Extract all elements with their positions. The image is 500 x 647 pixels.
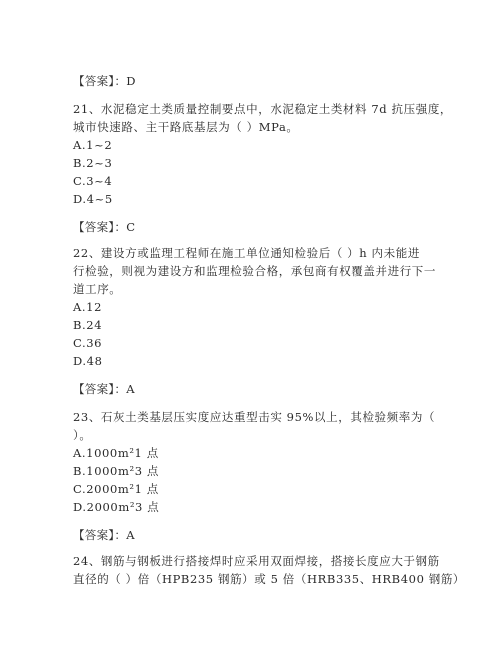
question-24-line-1: 24、钢筋与钢板进行搭接焊时应采用双面焊接，搭接长度应大于钢筋 bbox=[73, 554, 440, 568]
question-23-line-2: ）。 bbox=[73, 428, 92, 442]
question-22-line-3: 道工序。 bbox=[73, 282, 122, 296]
option-c: C.3~4 bbox=[73, 174, 113, 188]
answer-line: 【答案】：D bbox=[73, 74, 136, 88]
answer-line: 【答案】：A bbox=[73, 528, 135, 542]
option-d: D.2000m²3 点 bbox=[73, 500, 160, 514]
question-22-line-2: 行检验，则视为建设方和监理检验合格，承包商有权覆盖并进行下一 bbox=[73, 264, 436, 278]
option-d: D.4~5 bbox=[73, 192, 113, 206]
option-b: B.1000m²3 点 bbox=[73, 464, 159, 478]
question-23-line-1: 23、石灰土类基层压实度应达重型击实 95%以上，其检验频率为（ bbox=[73, 410, 436, 424]
option-a: A.12 bbox=[73, 300, 102, 314]
option-c: C.2000m²1 点 bbox=[73, 482, 159, 496]
question-21-line-2: 城市快速路、主干路底基层为（ ）MPa。 bbox=[73, 120, 299, 134]
answer-line: 【答案】：A bbox=[73, 382, 135, 396]
option-d: D.48 bbox=[73, 354, 103, 368]
option-b: B.24 bbox=[73, 318, 103, 332]
answer-line: 【答案】：C bbox=[73, 220, 136, 234]
option-c: C.36 bbox=[73, 336, 103, 350]
question-21-line-1: 21、水泥稳定土类质量控制要点中，水泥稳定土类材料 7d 抗压强度， bbox=[73, 102, 453, 116]
question-24-line-2: 直径的（ ）倍（HPB235 钢筋）或 5 倍（HRB335、HRB400 钢筋） bbox=[73, 572, 466, 586]
question-22-line-1: 22、建设方或监理工程师在施工单位通知检验后（ ）h 内未能进 bbox=[73, 246, 420, 260]
option-b: B.2~3 bbox=[73, 156, 113, 170]
option-a: A.1~2 bbox=[73, 138, 113, 152]
option-a: A.1000m²1 点 bbox=[73, 446, 159, 460]
